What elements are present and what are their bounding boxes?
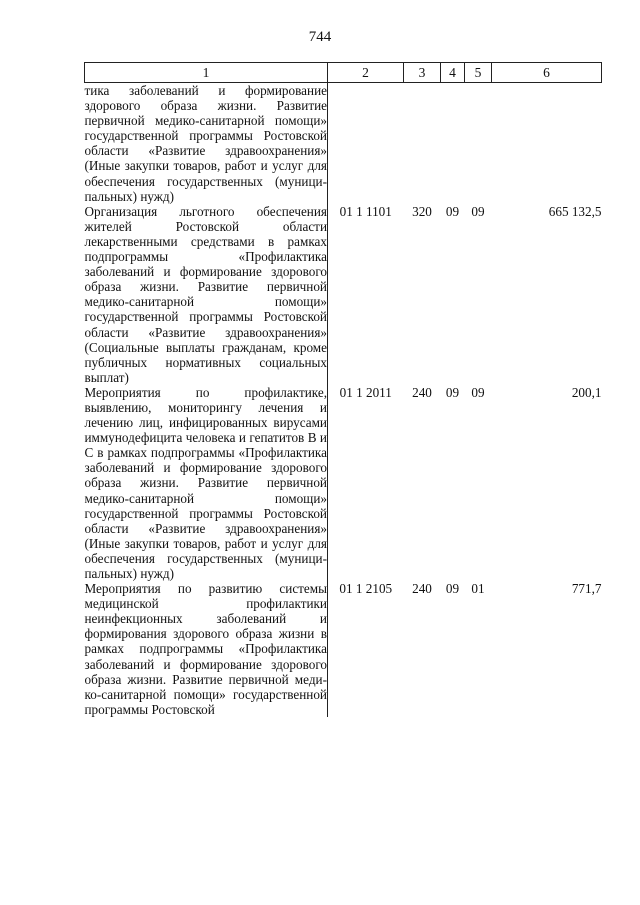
row-description: Мероприятия по развитию системы медицинской профилактики неинфекционных заболеваний и формирования здорового образа жизни в рамках подпрограммы «Профилактика заболеваний и формирование здорового образа жизни. Развитие первичной медико-санитарной помощи» государственной программы Ростовской: [84, 581, 327, 717]
row-amount: 200,1: [571, 384, 602, 400]
column-header: 5: [465, 63, 492, 83]
row-subsection: 01: [471, 581, 485, 597]
row-description: тика заболеваний и формирование здорового образа жизни. Развитие первичной медико-санитарной помощи» государственной программы Ростовской области «Развитие здравоохранения» (Иные закупки товаров, работ и услуг для обеспечения государственных (муниципальных) нужд): [84, 83, 327, 204]
row-section: 09: [445, 203, 460, 219]
table-row: [85, 204, 602, 385]
row-subsection: 09: [471, 384, 485, 400]
row-expense-type: 240: [412, 384, 432, 400]
row-expense-type: 320: [412, 203, 432, 219]
column-header: 3: [404, 63, 441, 83]
row-subsection: 09: [471, 203, 485, 219]
table-row: [85, 83, 602, 204]
table-row: [85, 581, 602, 717]
row-amount: 771,7: [571, 581, 602, 597]
row-target-code: 01 1 2105: [339, 581, 393, 597]
budget-table: [84, 62, 602, 717]
table-row: [85, 385, 602, 581]
row-target-code: 01 1 1101: [339, 203, 392, 219]
row-target-code: 01 1 2011: [339, 384, 392, 400]
row-target-code: [328, 83, 404, 204]
row-description: Мероприятия по профилактике, выявлению, мониторингу лечения и лечению лиц, инфицированных вирусами иммунодефицита человека и гепатитов В и С в рамках подпрограммы «Профилактика заболеваний и формирование здорового образа жизни. Развитие первичной медико-санитарной помощи» государственной программы Ростовской области «Развитие здравоохранения» (Иные закупки товаров, работ и услуг для обеспечения государственных (муниципальных) нужд): [84, 384, 327, 581]
row-section: [441, 83, 465, 204]
column-header: 6: [492, 63, 602, 83]
column-header: 1: [85, 63, 328, 83]
page-number: 744: [308, 29, 332, 45]
row-expense-type: 240: [412, 581, 432, 597]
row-expense-type: [404, 83, 441, 204]
row-subsection: [465, 83, 492, 204]
row-amount: [492, 83, 602, 204]
row-description: Организация льготного обеспечения жителей Ростовской области лекарственными средствами в рамках подпрограммы «Профилактика заболеваний и формирование здорового образа жизни. Развитие первичной медико-санитарной помощи» государственной программы Ростовской области «Развитие здравоохранения» (Социальные выплаты гражданам, кроме публичных нормативных социальных выплат): [84, 203, 327, 385]
table-header-row: [85, 63, 602, 83]
row-amount: 665 132,5: [548, 203, 602, 219]
column-header: 2: [328, 63, 404, 83]
column-header: 4: [441, 63, 465, 83]
row-section: 09: [445, 581, 460, 597]
row-section: 09: [445, 384, 460, 400]
